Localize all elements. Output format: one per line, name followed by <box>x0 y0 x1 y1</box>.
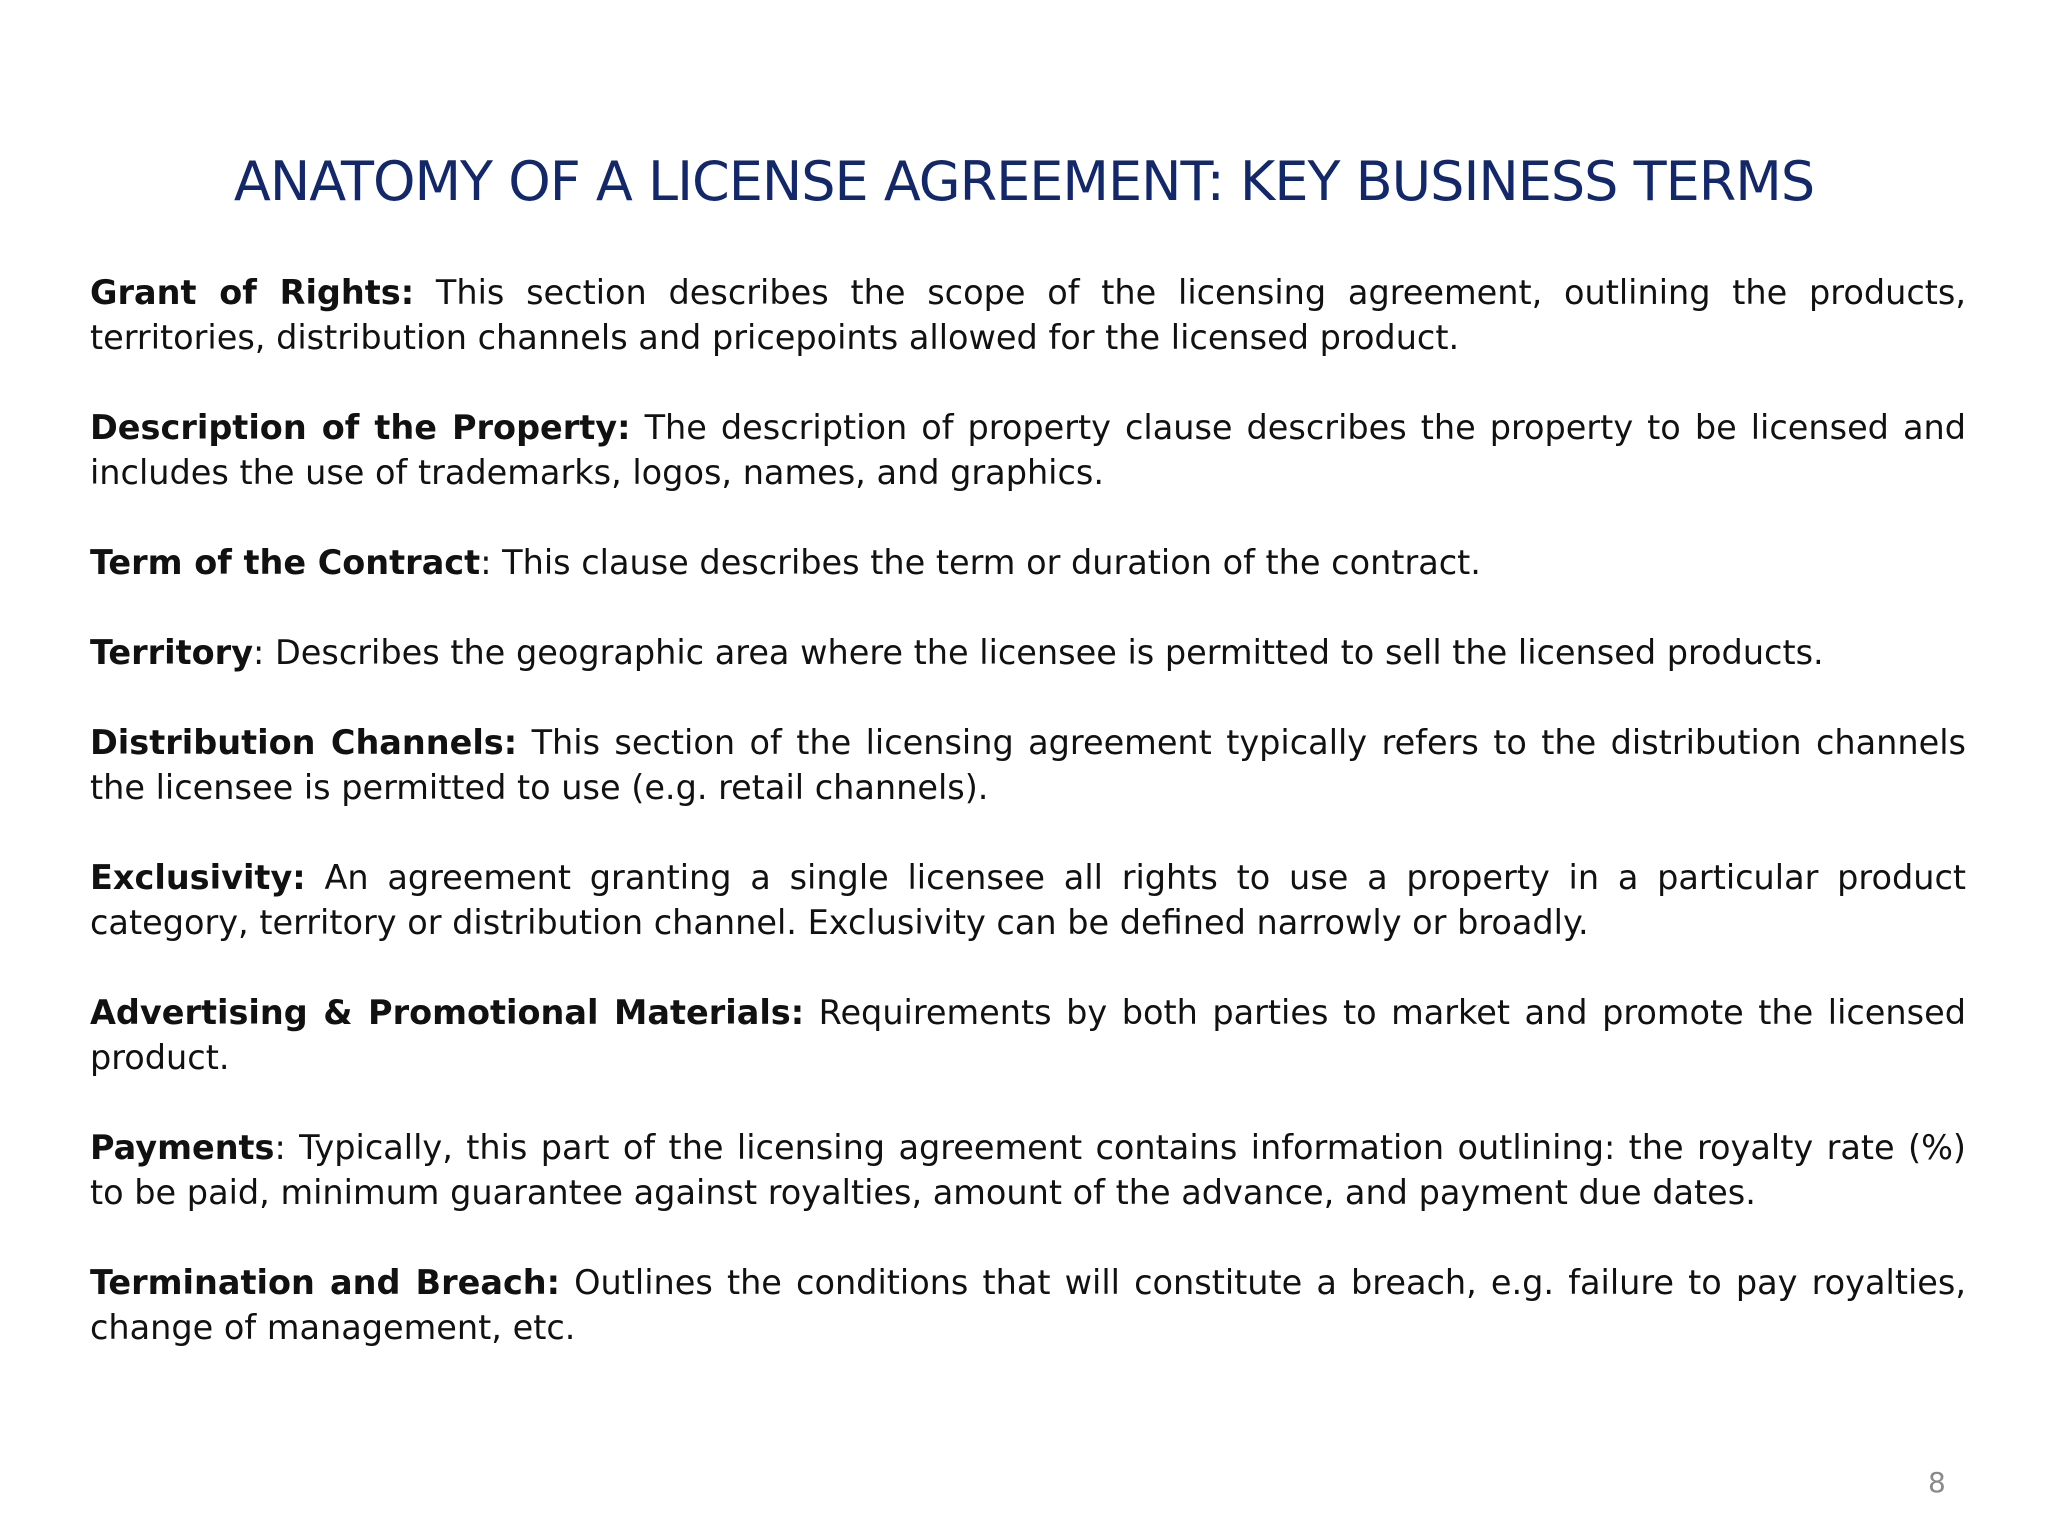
term-distribution-channels <box>90 720 1966 810</box>
term-term-of-contract <box>90 540 1966 585</box>
slide-title: ANATOMY OF A LICENSE AGREEMENT: KEY BUSINESS TERMS <box>233 150 1815 213</box>
term-label: Termination and Breach: <box>90 1263 561 1302</box>
term-advertising-promotional <box>90 990 1966 1080</box>
term-label: Term of the Contract <box>90 543 481 582</box>
term-text: This section describes the scope of the licensing agreement, outlining the products, territories, distribution channels and pricepoints allowed for the licensed product. <box>90 273 1966 357</box>
term-label: Description of the Property: <box>90 408 631 447</box>
term-label: Territory <box>90 633 254 672</box>
term-text: Requirements by both parties to market and promote the licensed product. <box>90 993 1966 1077</box>
page-number: 8 <box>1928 1466 1946 1499</box>
term-exclusivity <box>90 855 1966 945</box>
term-text: The description of property clause describes the property to be licensed and includes the use of trademarks, logos, names, and graphics. <box>90 408 1967 492</box>
term-territory <box>90 630 1966 675</box>
term-label: Grant of Rights: <box>90 273 415 312</box>
term-termination-breach <box>90 1260 1966 1350</box>
term-payments <box>90 1125 1966 1215</box>
term-grant-of-rights <box>90 270 1966 360</box>
term-label: Advertising & Promotional Materials: <box>90 993 805 1032</box>
term-text: An agreement granting a single licensee all rights to use a property in a particular product category, territory or distribution channel. Exclusivity can be defined narrowly or broadly. <box>90 858 1966 942</box>
term-description-of-property <box>90 405 1966 495</box>
term-text: : This clause describes the term or duration of the contract. <box>480 543 1481 582</box>
term-text: This section of the licensing agreement typically refers to the distribution channels the licensee is permitted to use (e.g. retail channels). <box>90 723 1966 807</box>
term-text: : Typically, this part of the licensing agreement contains information outlining: the royalty rate (%) to be paid, minimum guarantee against royalties, amount of the advance, and payment due dates. <box>90 1128 1966 1212</box>
term-label: Exclusivity: <box>90 858 306 897</box>
terms-list <box>90 270 1966 1395</box>
term-text: : Describes the geographic area where the licensee is permitted to sell the licensed products. <box>253 633 1824 672</box>
term-text: Outlines the conditions that will constitute a breach, e.g. failure to pay royalties, change of management, etc. <box>90 1263 1966 1347</box>
term-label: Payments <box>90 1128 275 1167</box>
term-label: Distribution Channels: <box>90 723 518 762</box>
